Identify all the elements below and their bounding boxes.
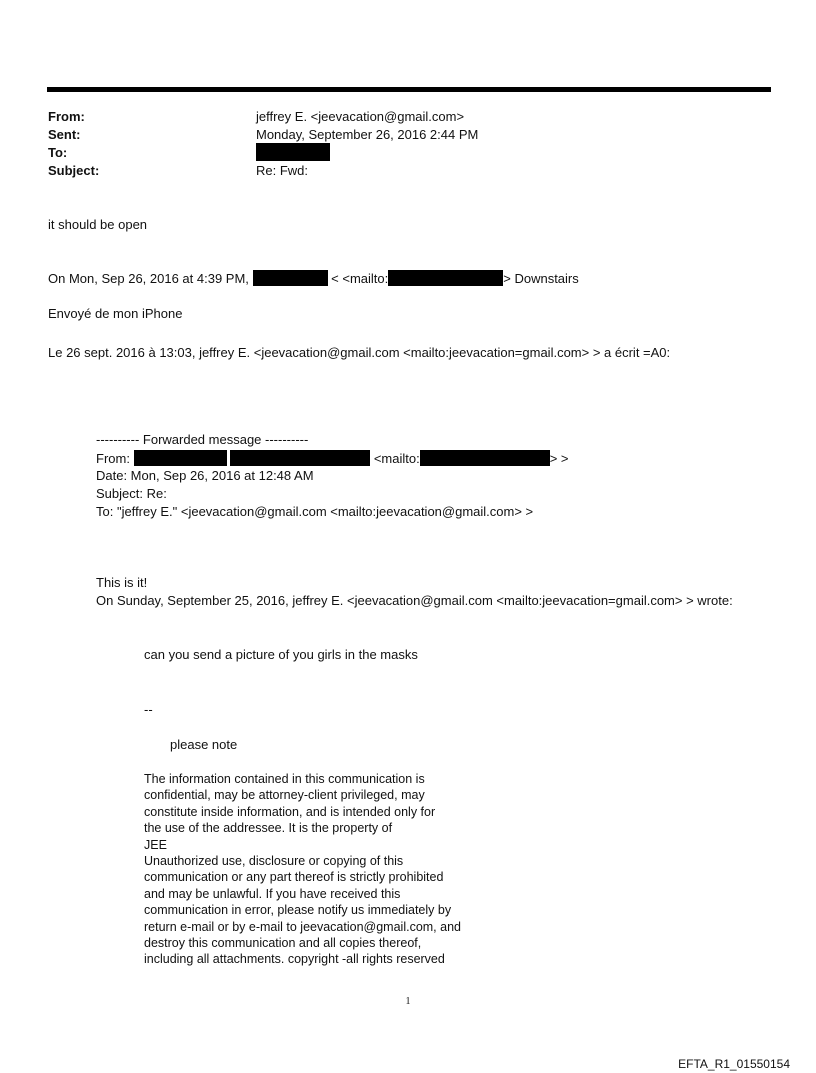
subject-value: Re: Fwd: [256, 163, 309, 178]
disclaimer-line: Unauthorized use, disclosure or copying of this [144, 854, 404, 869]
to-value-redacted [256, 143, 330, 161]
body-line-2-end: > Downstairs [503, 271, 579, 286]
to-label: To: [48, 145, 68, 160]
forwarded-from-label: From: [96, 451, 130, 466]
bates-number: EFTA_R1_01550154 [678, 1057, 790, 1071]
page-number: 1 [405, 996, 411, 1007]
from-value: jeffrey E. <jeevacation@gmail.com> [256, 109, 465, 124]
redaction-box [230, 450, 370, 466]
sent-value: Monday, September 26, 2016 2:44 PM [256, 127, 479, 142]
please-note: please note [170, 737, 238, 752]
signature-separator: -- [144, 702, 153, 717]
forwarded-from-mailto: <mailto: [373, 451, 420, 466]
body-line-2-start: On Mon, Sep 26, 2016 at 4:39 PM, [48, 271, 249, 286]
body-line-2-mailto: < <mailto: [331, 271, 389, 286]
disclaimer-line: The information contained in this communication is [144, 772, 425, 786]
forwarded-from-end: > > [549, 451, 569, 466]
header-rule [47, 87, 771, 92]
disclaimer-line: constitute inside information, and is intended only for [144, 804, 436, 819]
reply-line-1: This is it! [96, 575, 148, 590]
disclaimer-line: and may be unlawful. If you have received this [144, 886, 401, 901]
body-line-2 [48, 270, 579, 287]
disclaimer-line: including all attachments. copyright -all rights reserved [144, 952, 445, 967]
body-line-4: Le 26 sept. 2016 à 13:03, jeffrey E. <jeevacation@gmail.com <mailto:jeevacation=gmail.com> > a écrit =A0: [48, 345, 671, 360]
redaction-box [420, 450, 550, 466]
body-line-1: it should be open [48, 217, 148, 232]
body-line-3: Envoyé de mon iPhone [48, 306, 183, 321]
disclaimer-line: the use of the addressee. It is the property of [144, 821, 393, 836]
disclaimer-line: return e-mail or by e-mail to jeevacation@gmail.com, and [144, 919, 461, 934]
forwarded-to: To: "jeffrey E." <jeevacation@gmail.com <mailto:jeevacation@gmail.com> > [96, 504, 534, 519]
redaction-box [134, 450, 227, 466]
forwarded-date: Date: Mon, Sep 26, 2016 at 12:48 AM [96, 468, 314, 483]
quoted-line-1: can you send a picture of you girls in the masks [144, 647, 418, 662]
subject-label: Subject: [48, 163, 100, 178]
from-label: From: [48, 109, 85, 124]
disclaimer-line: communication in error, please notify us immediately by [144, 903, 452, 918]
redaction-box [253, 270, 328, 286]
disclaimer [144, 771, 504, 968]
sent-label: Sent: [48, 127, 81, 142]
forwarded-subject: Subject: Re: [96, 486, 167, 501]
forwarded-divider: ---------- Forwarded message ---------- [96, 432, 309, 447]
forwarded-from [96, 450, 569, 467]
disclaimer-line: communication or any part thereof is strictly prohibited [144, 870, 444, 885]
disclaimer-line: destroy this communication and all copies thereof, [144, 936, 422, 951]
disclaimer-line: confidential, may be attorney-client privileged, may [144, 788, 425, 803]
disclaimer-line: JEE [144, 837, 167, 852]
reply-line-2: On Sunday, September 25, 2016, jeffrey E. <jeevacation@gmail.com <mailto:jeevacation=gmail.com> > wrote: [96, 593, 733, 608]
redaction-box [388, 270, 503, 286]
